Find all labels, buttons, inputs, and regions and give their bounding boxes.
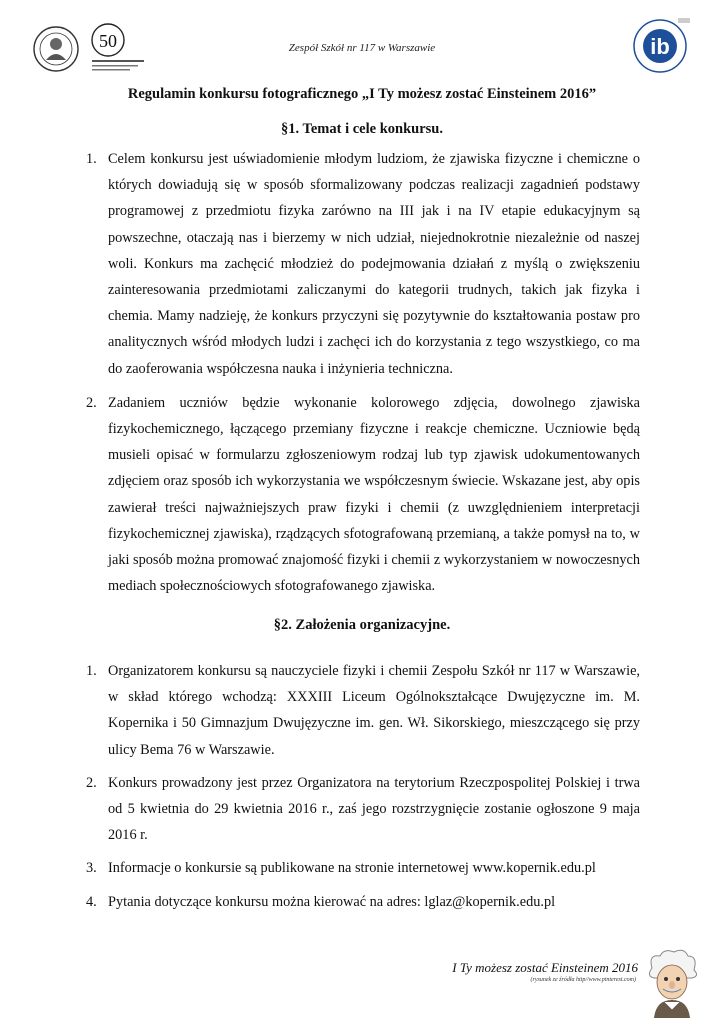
list-item-number: 2.: [86, 394, 97, 411]
school-header: Zespół Szkół nr 117 w Warszawie: [288, 42, 436, 54]
document-title: Regulamin konkursu fotograficznego „I Ty możesz zostać Einsteinem 2016”: [127, 86, 597, 102]
svg-text:· · · · · · · ·: · · · · · · · ·: [48, 27, 64, 31]
list-item: [80, 390, 640, 600]
list-item-text: Pytania dotyczące konkursu można kierować na adres: lglaz@kopernik.edu.pl: [108, 893, 556, 910]
list-item: [80, 146, 640, 382]
list-item-number: 2.: [86, 774, 97, 791]
list-item-text: Organizatorem konkursu są nauczyciele fizyki i chemii Zespołu Szkół nr 117 w Warszawie, w skład którego wchodzą: XXXIII Liceum Ogólnokształcące Dwujęzyczne im. M. Kopernika i 50 Gimnazjum Dwujęzyczne im. gen. Wł. Sikorskiego, mieszczącego się przy ulicy Bema 76 w Warszawie.: [108, 663, 640, 758]
list-item: [80, 770, 640, 849]
list-item: [80, 658, 640, 763]
ib-letters: ib: [650, 34, 670, 59]
list-item: [80, 889, 640, 915]
list-item-number: 1.: [86, 151, 97, 167]
list-item-number: 3.: [86, 860, 97, 877]
list-item-number: 1.: [86, 663, 97, 679]
section-1-heading: §1. Temat i cele konkursu.: [281, 121, 443, 137]
list-item-number: 4.: [86, 893, 97, 910]
fifty-number: 50: [99, 31, 117, 51]
list-item-text: Zadaniem uczniów będzie wykonanie kolorowego zdjęcia, dowolnego zjawiska fizykochemicznego, łączącego przemiany fizyczne i reakcje chemiczne. Uczniowie będą musieli opisać w formularzu zgłoszeniowym rodzaj lub typ zjawisk udokumentowanych zdjęciem oraz sposób ich wykorzystania we współczesnym świecie. Wskazane jest, aby opis zawierał treści najważniejszych praw fizyki i chemii (z uwzględnieniem interpretacji fizykochemicznej zjawiska), rządzących sfotografowaną przemianą, a także pomysł na to, w jaki sposób można promować znajomość fizyki i chemii z wykorzystaniem w nowoczesnych mediach społecznościowych sfotografowanego zjawiska.: [108, 394, 640, 595]
footer-image-credit: (rysunek ze źródła http//www.pinterest.com): [530, 977, 636, 983]
list-item-text: Informacje o konkursie są publikowane na stronie internetowej www.kopernik.edu.pl: [108, 860, 596, 877]
list-item-text: Celem konkursu jest uświadomienie młodym ludziom, że zjawiska fizyczne i chemiczne o których dowiadują się w sposób sformalizowany podczas realizacji zagadnień podstawy programowej z przedmiotu fizyka zarówno na III jak i na IV etapie edukacyjnym są powszechne, otaczają nas i bierzemy w nich udział, niejednokrotnie niezależnie od naszej woli. Konkurs ma zachęcić młodzież do podejmowania działań z myślą o zwiększeniu zainteresowania przedmiotami zaliczanymi do kategorii trudnych, takich jak fizyka i chemia. Mamy nadzieję, że konkurs przyczyni się pozytywnie do kształtowania postaw pro analitycznych wśród młodych ludzi i zachęci ich do korzystania z tego wszystkiego, co ma do zaoferowania współczesna nauka i inżynieria techniczna.: [108, 151, 640, 377]
footer-contest-name: I Ty możesz zostać Einsteinem 2016: [452, 960, 638, 975]
section-2-heading: §2. Założenia organizacyjne.: [273, 617, 451, 633]
ib-logo-icon: [628, 16, 692, 76]
einstein-caricature-icon: [644, 948, 700, 1018]
section-1-list: [80, 146, 640, 599]
section-2-list: [80, 658, 640, 915]
list-item-text: Konkurs prowadzony jest przez Organizatora na terytorium Rzeczpospolitej Polskiej i trwa od 5 kwietnia do 29 kwietnia 2016 r., zaś jego rozstrzygnięcie zostanie ogłoszone 9 maja 2016 r.: [108, 774, 640, 844]
list-item: [80, 855, 640, 881]
